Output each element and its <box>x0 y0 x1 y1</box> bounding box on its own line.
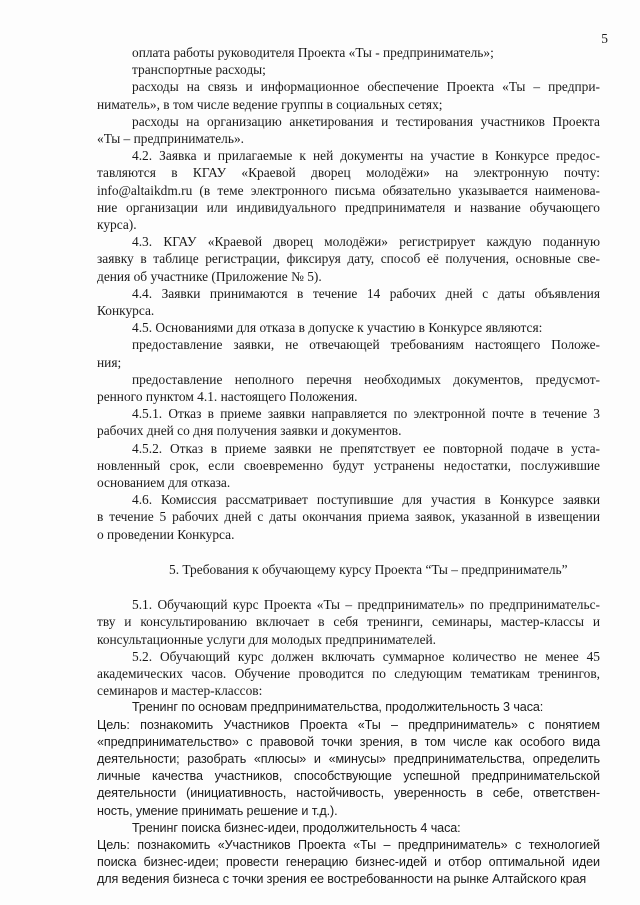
section-5-heading: 5. Требования к обучающему курсу Проекта “Ты – предприниматель” <box>169 561 568 577</box>
text-line: 4.5.2. Отказ в приеме заявки не препятствует ее повторной подаче в уста- <box>132 440 600 456</box>
text-line: ренного пунктом 4.1. настоящего Положения. <box>97 389 358 405</box>
text-line: ность, умение принимать решение и т.д.). <box>97 803 338 818</box>
paragraph-p-4-5-b <box>97 371 600 405</box>
text-line: транспортные расходы; <box>132 62 266 78</box>
document-body <box>97 44 600 889</box>
text-line: «Ты – предприниматель». <box>97 131 245 147</box>
text-line: деятельности (инициативность, настойчивость, уверенность в себе, ответствен- <box>97 786 600 801</box>
text-line: 4.5.1. Отказ в приеме заявки направляется по электронной почте в течение 3 <box>132 406 600 422</box>
text-line: консультационные услуги для молодых предпринимателей. <box>97 631 437 647</box>
paragraph-training-2-title <box>97 820 600 837</box>
text-line: оплата работы руководителя Проекта «Ты - предприниматель»; <box>132 45 494 60</box>
paragraph-p-4-6 <box>97 491 600 543</box>
text-line: 4.4. Заявки принимаются в течение 14 рабочих дней с даты объявления <box>132 285 600 301</box>
text-line: info@altaikdm.ru (в теме электронного письма обязательно указывается наименова- <box>97 182 600 198</box>
text-line: поиска бизнес-идеи; провести генерацию бизнес-идей и отбор оптимальной идеи <box>97 855 600 870</box>
text-line: «предпринимательство» с правовой точки зрения, в том числе как особого вида <box>97 734 600 749</box>
text-line: ниматель», в том числе ведение группы в социальных сетях; <box>97 96 443 112</box>
text-line: Тренинг поиска бизнес-идеи, продолжительность 4 часа: <box>132 820 461 835</box>
text-line: основанием для отказа. <box>97 475 231 491</box>
paragraph-p-4-3 <box>97 233 600 285</box>
section-4-continuation <box>97 44 600 543</box>
paragraph-training-1-title <box>97 699 600 716</box>
paragraph-p-4-5-1 <box>97 405 600 439</box>
text-line: дения об участнике (Приложение № 5). <box>97 268 322 284</box>
text-line: о проведении Конкурса. <box>97 526 235 542</box>
section-5-body <box>97 596 600 888</box>
paragraph-cost-2 <box>97 61 600 78</box>
text-line: предоставление заявки, не отвечающей требованиям настоящего Положе- <box>132 337 600 353</box>
text-line: рабочих дней со дня получения заявки и документов. <box>97 423 402 439</box>
text-line: 4.2. Заявка и прилагаемые к ней документы на участие в Конкурсе предос- <box>132 148 600 164</box>
text-line: личные качества участников, способствующие успешной предпринимательской <box>97 769 600 784</box>
text-line: Конкурса. <box>97 303 155 319</box>
paragraph-cost-1 <box>97 44 600 61</box>
paragraph-p-5-2 <box>97 648 600 700</box>
text-line: Тренинг по основам предпринимательства, продолжительность 3 часа: <box>132 700 544 715</box>
text-line: ния; <box>97 354 122 370</box>
text-line: новленный срок, если своевременно будут устранены недостатки, послужившие <box>97 457 600 473</box>
text-line: в течение 5 рабочих дней с даты окончания приема заявок, указанной в извещении <box>97 509 600 525</box>
text-line: заявку в таблице регистрации, фиксируя дату, способ её получения, основные све- <box>97 251 600 267</box>
text-line: деятельности; разобрать «плюсы» и «минусы» предпринимательства, определить <box>97 751 600 766</box>
text-line: Цель: познакомить Участников Проекта «Ты – предприниматель» с понятием <box>97 717 600 732</box>
text-line: семинаров и мастер-классов: <box>97 683 263 699</box>
paragraph-p-4-2 <box>97 147 600 233</box>
text-line: ние организации или индивидуального предпринимателя и название обучающего <box>97 199 600 215</box>
paragraph-cost-3 <box>97 78 600 112</box>
paragraph-training-2-goal <box>97 837 600 889</box>
text-line: тавляются в КГАУ «Краевой дворец молодёжи» на электронную почту: <box>97 165 600 181</box>
text-line: 5.2. Обучающий курс должен включать суммарное количество не менее 45 <box>132 648 600 664</box>
text-line: курса). <box>97 217 137 233</box>
paragraph-p-5-1 <box>97 596 600 648</box>
text-line: предоставление неполного перечня необходимых документов, предусмот- <box>132 371 600 387</box>
text-line: 4.5. Основаниями для отказа в допуске к участию в Конкурсе являются: <box>132 320 543 336</box>
paragraph-p-4-5-2 <box>97 440 600 492</box>
text-line: академических часов. Обучение проводится по следующим тематикам тренингов, <box>97 665 600 681</box>
text-line: для ведения бизнеса с точки зрения ее востребованности на рынке Алтайского края <box>97 872 587 887</box>
text-line: Цель: познакомить «Участников Проекта «Ты – предприниматель» с технологией <box>97 837 600 852</box>
paragraph-training-1-goal <box>97 717 600 820</box>
text-line: расходы на связь и информационное обеспечение Проекта «Ты – предпри- <box>132 79 600 95</box>
paragraph-cost-4 <box>97 113 600 147</box>
text-line: расходы на организацию анкетирования и тестирования участников Проекта <box>132 113 600 129</box>
text-line: тву и консультированию включает в себя тренинги, семинары, мастер-классы и <box>97 614 600 630</box>
text-line: 4.6. Комиссия рассматривает поступившие для участия в Конкурсе заявки <box>132 492 600 508</box>
text-line: 4.3. КГАУ «Краевой дворец молодёжи» регистрирует каждую поданную <box>132 234 600 250</box>
text-line: 5.1. Обучающий курс Проекта «Ты – предприниматель» по предпринимательс- <box>132 597 600 613</box>
page-number: 5 <box>601 31 608 46</box>
paragraph-p-4-5 <box>97 319 600 336</box>
paragraph-p-4-5-a <box>97 336 600 370</box>
paragraph-p-4-4 <box>97 285 600 319</box>
